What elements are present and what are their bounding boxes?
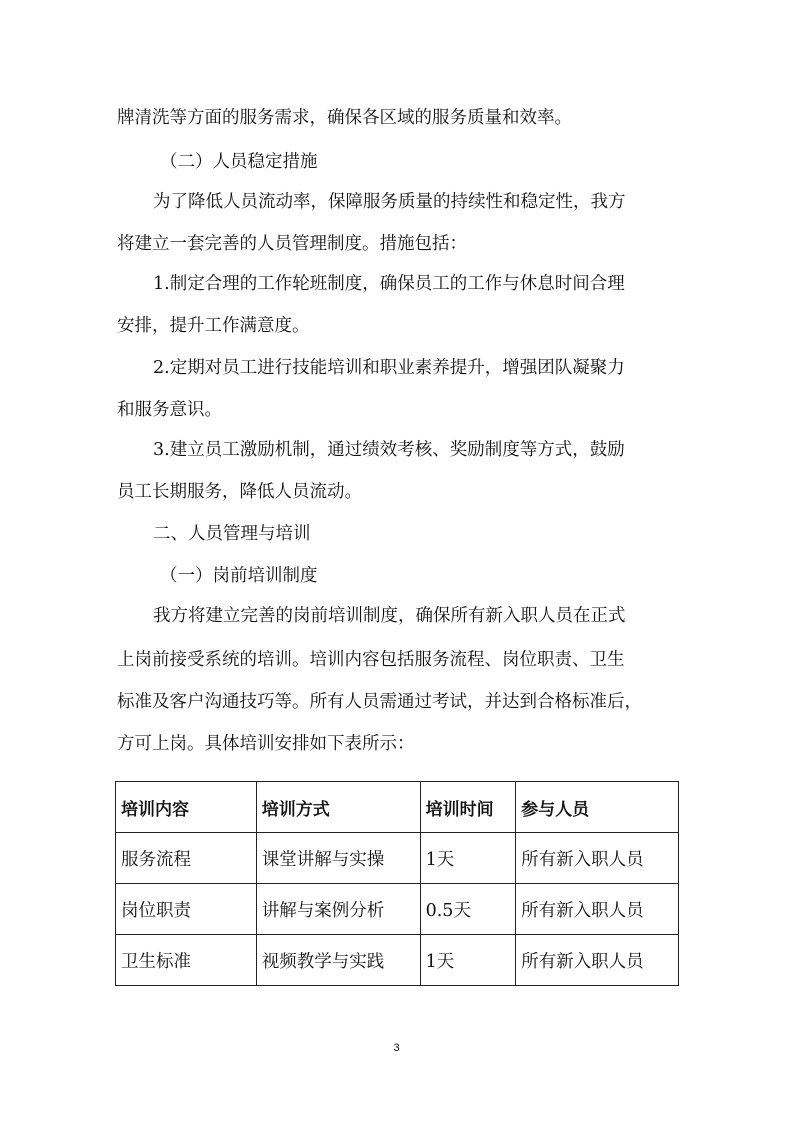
training-schedule-table (115, 781, 679, 986)
table-cell: 1天 (420, 833, 516, 884)
table-header-cell: 培训时间 (420, 782, 516, 833)
table-cell: 岗位职责 (116, 884, 257, 935)
paragraph-line: 标准及客户沟通技巧等。所有人员需通过考试，并达到合格标准后， (117, 692, 642, 712)
table-cell: 服务流程 (116, 833, 257, 884)
table-row (116, 935, 679, 986)
table-header-row (116, 782, 679, 833)
table-cell: 所有新入职人员 (516, 884, 679, 935)
table-cell: 所有新入职人员 (516, 935, 679, 986)
paragraph-line: 方可上岗。具体培训安排如下表所示： (117, 734, 415, 754)
subheading-staff-stability: （二）人员稳定措施 (160, 152, 318, 172)
table-cell: 课堂讲解与实操 (256, 833, 420, 884)
table-cell: 视频教学与实践 (256, 935, 420, 986)
table-row (116, 884, 679, 935)
table-cell: 卫生标准 (116, 935, 257, 986)
table-header-cell: 培训方式 (256, 782, 420, 833)
list-item-1-continued: 安排，提升工作满意度。 (117, 316, 310, 336)
paragraph-line: 为了降低人员流动率，保障服务质量的持续性和稳定性，我方 (153, 192, 626, 212)
paragraph-line: 牌清洗等方面的服务需求，确保各区域的服务质量和效率。 (117, 108, 572, 128)
table-cell: 所有新入职人员 (516, 833, 679, 884)
subheading-pre-job-training: （一）岗前培训制度 (160, 566, 318, 586)
section-heading: 二、人员管理与培训 (153, 524, 311, 544)
list-item-1: 1.制定合理的工作轮班制度，确保员工的工作与休息时间合理 (153, 274, 625, 294)
list-item-2: 2.定期对员工进行技能培训和职业素养提升，增强团队凝聚力 (153, 358, 625, 378)
table-cell: 0.5天 (420, 884, 516, 935)
list-item-2-continued: 和服务意识。 (117, 400, 222, 420)
table-row (116, 833, 679, 884)
paragraph-line: 将建立一套完善的人员管理制度。措施包括： (117, 234, 467, 254)
table-header-cell: 参与人员 (516, 782, 679, 833)
list-item-3-continued: 员工长期服务，降低人员流动。 (117, 482, 362, 502)
paragraph-line: 上岗前接受系统的培训。培训内容包括服务流程、岗位职责、卫生 (117, 650, 625, 670)
table-header-cell: 培训内容 (116, 782, 257, 833)
table-cell: 1天 (420, 935, 516, 986)
paragraph-line: 我方将建立完善的岗前培训制度，确保所有新入职人员在正式 (153, 606, 626, 626)
list-item-3: 3.建立员工激励机制，通过绩效考核、奖励制度等方式，鼓励 (153, 440, 625, 460)
page-number: 3 (393, 1042, 400, 1054)
table-cell: 讲解与案例分析 (256, 884, 420, 935)
